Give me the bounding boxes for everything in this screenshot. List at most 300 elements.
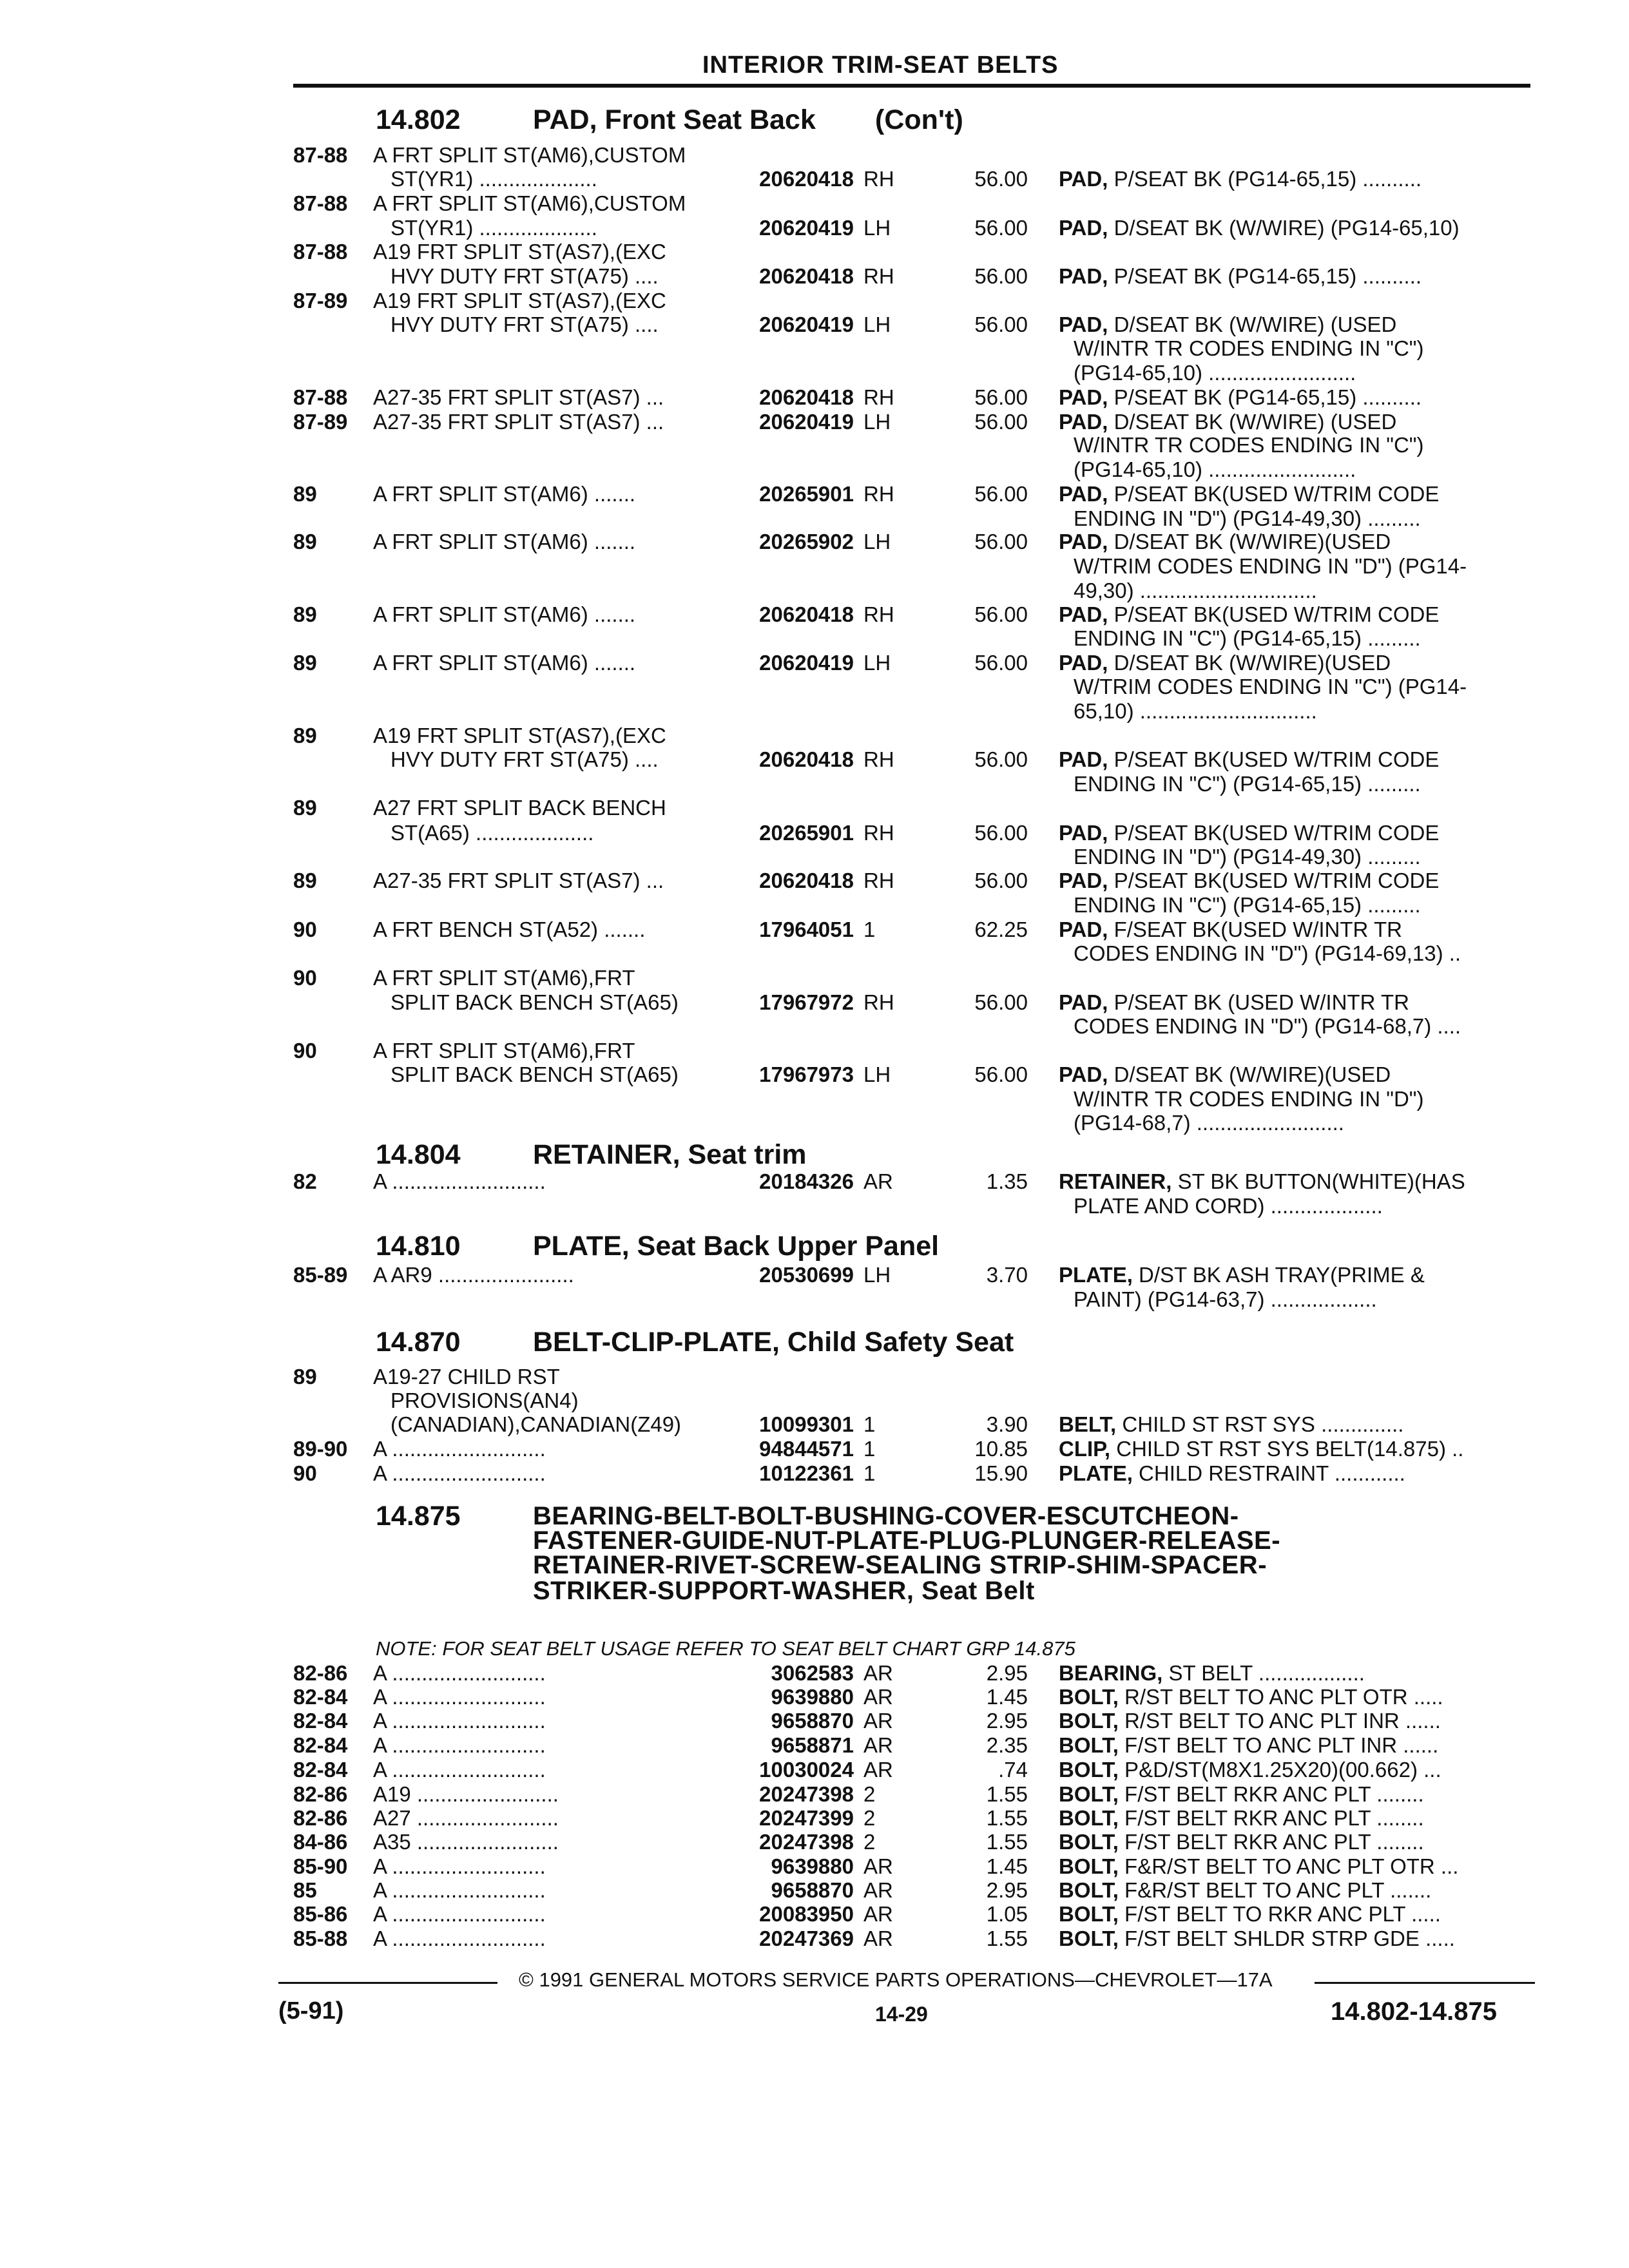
part-description (1059, 530, 1529, 554)
part-description-keyword: PAD, (1059, 216, 1108, 240)
quantity: LH (863, 651, 891, 675)
part-description (1059, 482, 1529, 506)
part-description (1059, 1412, 1529, 1437)
list-price: 56.00 (974, 530, 1028, 553)
part-description-text: P/SEAT BK(USED W/TRIM CODE (1108, 482, 1440, 506)
quantity: 2 (863, 1806, 876, 1830)
list-price: 56.00 (974, 264, 1028, 288)
list-price: 3.90 (986, 1412, 1028, 1436)
part-description-text: F/SEAT BK(USED W/INTR TR (1108, 918, 1402, 941)
model-year: 82-84 (293, 1733, 348, 1757)
part-description-keyword: BOLT, (1059, 1782, 1119, 1806)
part-description (1074, 1194, 1529, 1218)
part-description-keyword: PLATE, (1059, 1461, 1133, 1485)
part-description (1074, 336, 1529, 361)
model-year: 89 (293, 602, 317, 626)
part-row (0, 1733, 1629, 1758)
part-description-keyword: PAD, (1059, 167, 1108, 191)
model-description: SPLIT BACK BENCH ST(A65) (390, 1062, 679, 1086)
list-price: 10.85 (974, 1437, 1028, 1461)
part-row (0, 457, 1629, 482)
section-heading (0, 103, 1629, 137)
quantity: 1 (863, 1412, 876, 1436)
model-description: A27-35 FRT SPLIT ST(AS7) ... (373, 385, 664, 409)
part-description-text: 49,30) .............................. (1074, 579, 1317, 602)
part-description (1059, 167, 1529, 191)
part-description-keyword: BOLT, (1059, 1927, 1119, 1950)
part-description-text: P/SEAT BK (PG14-65,15) .......... (1108, 167, 1422, 191)
part-number: 20620419 (759, 651, 854, 675)
model-year: 89-90 (293, 1437, 348, 1461)
part-description (1059, 1169, 1529, 1194)
part-row (0, 506, 1629, 531)
model-year: 90 (293, 966, 317, 990)
part-description (1059, 1437, 1529, 1461)
part-description-text: D/SEAT BK (W/WIRE)(USED (1108, 651, 1391, 675)
quantity: AR (863, 1685, 893, 1709)
part-description-text: P/SEAT BK (USED W/INTR TR (1108, 990, 1409, 1014)
part-description-keyword: PAD, (1059, 264, 1108, 288)
part-description-text: W/INTR TR CODES ENDING IN "C") (1074, 336, 1424, 360)
part-row (0, 579, 1629, 603)
part-description (1074, 845, 1529, 869)
model-description: A FRT SPLIT ST(AM6) ....... (373, 482, 636, 506)
part-row (0, 724, 1629, 748)
quantity: RH (863, 264, 894, 288)
part-number: 20247369 (759, 1927, 854, 1950)
part-description-keyword: CLIP, (1059, 1437, 1111, 1461)
section-heading (0, 1229, 1629, 1263)
model-description: A .......................... (373, 1685, 546, 1709)
part-description (1059, 1927, 1529, 1951)
part-row (0, 918, 1629, 942)
part-description-keyword: BEARING, (1059, 1661, 1163, 1685)
part-description-text: D/SEAT BK (W/WIRE) (USED (1108, 312, 1397, 336)
part-row (0, 1902, 1629, 1927)
model-description: A27-35 FRT SPLIT ST(AS7) ... (373, 410, 664, 434)
header-rule (293, 84, 1530, 88)
part-description-text: P/SEAT BK(USED W/TRIM CODE (1108, 869, 1440, 892)
part-description (1059, 1878, 1529, 1903)
model-description: A FRT SPLIT ST(AM6),CUSTOM (373, 143, 686, 167)
part-row (0, 336, 1629, 361)
footer-rule-right (1315, 1982, 1535, 1984)
part-description (1059, 1062, 1529, 1087)
part-row (0, 675, 1629, 699)
part-description-text: ENDING IN "C") (PG14-65,15) ......... (1074, 893, 1421, 917)
section-number: 14.802 (376, 104, 461, 135)
list-price: 56.00 (974, 747, 1028, 771)
model-description: PROVISIONS(AN4) (390, 1389, 579, 1412)
part-number: 20620418 (759, 869, 854, 892)
model-description: A FRT SPLIT ST(AM6),FRT (373, 1039, 635, 1062)
part-number: 20620418 (759, 385, 854, 409)
quantity: RH (863, 385, 894, 409)
part-description-keyword: PAD, (1059, 869, 1108, 892)
part-description-keyword: BOLT, (1059, 1806, 1119, 1830)
list-price: 3.70 (986, 1263, 1028, 1287)
part-row (0, 893, 1629, 918)
part-description-text: W/INTR TR CODES ENDING IN "C") (1074, 433, 1424, 457)
part-description-text: (PG14-68,7) ......................... (1074, 1111, 1344, 1135)
part-row (0, 410, 1629, 434)
part-description-text: CODES ENDING IN "D") (PG14-69,13) .. (1074, 941, 1461, 965)
page-title: INTERIOR TRIM-SEAT BELTS (702, 52, 1059, 79)
part-row (0, 167, 1629, 191)
model-year: 87-88 (293, 385, 348, 409)
model-description: A AR9 ....................... (373, 1263, 574, 1287)
part-description-keyword: BOLT, (1059, 1709, 1119, 1733)
model-description: A19 ........................ (373, 1782, 559, 1806)
part-description-text: F&R/ST BELT TO ANC PLT OTR ... (1118, 1854, 1459, 1878)
model-description: A19-27 CHILD RST (373, 1365, 560, 1389)
part-description-text: P&D/ST(M8X1.25X20)(00.662) ... (1118, 1758, 1441, 1782)
model-year: 85-90 (293, 1854, 348, 1878)
part-row (0, 1854, 1629, 1879)
part-description-keyword: PAD, (1059, 1062, 1108, 1086)
part-row (0, 747, 1629, 772)
part-description-text: W/INTR TR CODES ENDING IN "D") (1074, 1087, 1424, 1111)
model-year: 89 (293, 651, 317, 675)
part-number: 10122361 (759, 1461, 854, 1485)
list-price: 56.00 (974, 651, 1028, 675)
list-price: 56.00 (974, 821, 1028, 845)
section-title-line: BEARING-BELT-BOLT-BUSHING-COVER-ESCUTCHEON- (533, 1502, 1239, 1530)
part-description-keyword: BOLT, (1059, 1854, 1119, 1878)
part-description (1059, 1806, 1529, 1831)
model-description: HVY DUTY FRT ST(A75) .... (390, 747, 659, 771)
part-description (1059, 602, 1529, 627)
part-number: 20265902 (759, 530, 854, 553)
part-row (0, 361, 1629, 385)
part-description (1059, 990, 1529, 1015)
quantity: AR (863, 1902, 893, 1926)
part-description (1059, 1461, 1529, 1486)
part-row (0, 1927, 1629, 1951)
part-description-text: 65,10) .............................. (1074, 699, 1317, 723)
part-number: 20620418 (759, 264, 854, 288)
model-description: A .......................... (373, 1733, 546, 1757)
section-number: 14.875 (376, 1501, 461, 1532)
model-description: A .......................... (373, 1927, 546, 1950)
part-row (0, 1685, 1629, 1709)
part-row (0, 312, 1629, 337)
part-description-text: P/SEAT BK(USED W/TRIM CODE (1108, 747, 1440, 771)
part-description-text: CHILD ST RST SYS .............. (1116, 1412, 1404, 1436)
model-year: 89 (293, 1365, 317, 1389)
part-row (0, 990, 1629, 1015)
list-price: 1.55 (986, 1806, 1028, 1830)
part-number: 9639880 (771, 1685, 854, 1709)
part-row (0, 941, 1629, 966)
list-price: 1.35 (986, 1169, 1028, 1193)
model-description: A .......................... (373, 1854, 546, 1878)
quantity: AR (863, 1854, 893, 1878)
part-description (1074, 675, 1529, 699)
model-description: SPLIT BACK BENCH ST(A65) (390, 990, 679, 1014)
part-row (0, 651, 1629, 675)
part-number: 20247398 (759, 1782, 854, 1806)
list-price: 2.95 (986, 1709, 1028, 1733)
part-description (1074, 941, 1529, 966)
quantity: RH (863, 602, 894, 626)
part-row (0, 966, 1629, 990)
footer-page-number: 14-29 (875, 2003, 928, 2026)
part-description-keyword: BOLT, (1059, 1758, 1119, 1782)
list-price: 1.45 (986, 1685, 1028, 1709)
part-row (0, 143, 1629, 168)
model-year: 87-88 (293, 143, 348, 167)
footer-date-code: (5-91) (278, 1997, 344, 2024)
part-description (1074, 626, 1529, 651)
model-description: A FRT SPLIT ST(AM6),CUSTOM (373, 191, 686, 215)
list-price: 56.00 (974, 602, 1028, 626)
section-title: PAD, Front Seat Back (533, 104, 816, 135)
part-row (0, 1039, 1629, 1063)
part-description-keyword: BOLT, (1059, 1830, 1119, 1854)
model-description: HVY DUTY FRT ST(A75) .... (390, 264, 659, 288)
model-year: 82-86 (293, 1661, 348, 1685)
model-description: A .......................... (373, 1461, 546, 1485)
part-number: 20247398 (759, 1830, 854, 1854)
part-description-text: F/ST BELT RKR ANC PLT ........ (1118, 1806, 1424, 1830)
part-row (0, 1087, 1629, 1111)
part-row (0, 433, 1629, 457)
part-number: 9658870 (771, 1709, 854, 1733)
footer-copyright: © 1991 GENERAL MOTORS SERVICE PARTS OPERATIONS—CHEVROLET—17A (519, 1968, 1273, 1991)
model-year: 87-88 (293, 240, 348, 264)
part-description (1074, 893, 1529, 918)
part-row (0, 1709, 1629, 1733)
part-row (0, 796, 1629, 820)
model-description: A FRT BENCH ST(A52) ....... (373, 918, 646, 941)
part-row (0, 845, 1629, 869)
part-row (0, 264, 1629, 289)
model-description: A FRT SPLIT ST(AM6) ....... (373, 530, 636, 553)
part-description-text: CODES ENDING IN "D") (PG14-68,7) .... (1074, 1014, 1461, 1038)
part-number: 20530699 (759, 1263, 854, 1287)
part-description (1059, 410, 1529, 434)
part-description-text: F/ST BELT RKR ANC PLT ........ (1118, 1830, 1424, 1854)
part-row (0, 385, 1629, 410)
part-description-text: P/SEAT BK (PG14-65,15) .......... (1108, 264, 1422, 288)
part-description (1074, 1111, 1529, 1135)
quantity: RH (863, 747, 894, 771)
quantity: AR (863, 1733, 893, 1757)
part-number: 20265901 (759, 821, 854, 845)
model-year: 84-86 (293, 1830, 348, 1854)
part-description (1074, 457, 1529, 482)
quantity: RH (863, 821, 894, 845)
part-number: 20620418 (759, 602, 854, 626)
part-row (0, 1806, 1629, 1831)
part-description (1059, 1854, 1529, 1879)
part-description (1059, 1902, 1529, 1927)
model-description: ST(YR1) .................... (390, 216, 597, 240)
part-row (0, 1194, 1629, 1218)
part-description (1074, 579, 1529, 603)
part-description-text: P/SEAT BK(USED W/TRIM CODE (1108, 821, 1440, 845)
part-row (0, 1169, 1629, 1194)
part-row (0, 1014, 1629, 1039)
quantity: AR (863, 1661, 893, 1685)
part-description-text: (PG14-65,10) ......................... (1074, 457, 1356, 481)
quantity: LH (863, 1263, 891, 1287)
list-price: .74 (998, 1758, 1028, 1782)
quantity: AR (863, 1878, 893, 1902)
model-description: A27-35 FRT SPLIT ST(AS7) ... (373, 869, 664, 892)
part-description (1074, 361, 1529, 385)
model-description: HVY DUTY FRT ST(A75) .... (390, 312, 659, 336)
part-description (1074, 772, 1529, 796)
list-price: 56.00 (974, 869, 1028, 892)
section-title-line: STRIKER-SUPPORT-WASHER, Seat Belt (533, 1577, 1035, 1605)
part-number: 17964051 (759, 918, 854, 941)
part-description-keyword: PAD, (1059, 530, 1108, 553)
section-title-line: FASTENER-GUIDE-NUT-PLATE-PLUG-PLUNGER-RELEASE- (533, 1526, 1281, 1555)
model-year: 82 (293, 1169, 317, 1193)
part-description (1059, 1733, 1529, 1758)
part-row (0, 1830, 1629, 1854)
part-description (1059, 1263, 1529, 1287)
part-row (0, 821, 1629, 845)
model-description: ST(YR1) .................... (390, 167, 597, 191)
part-description-keyword: BOLT, (1059, 1902, 1119, 1926)
list-price: 56.00 (974, 1062, 1028, 1086)
quantity: LH (863, 530, 891, 553)
part-description-keyword: PAD, (1059, 410, 1108, 434)
model-year: 82-84 (293, 1685, 348, 1709)
part-number: 20620419 (759, 312, 854, 336)
part-row (0, 482, 1629, 506)
list-price: 56.00 (974, 385, 1028, 409)
part-description-keyword: PAD, (1059, 602, 1108, 626)
part-description-text: F/ST BELT SHLDR STRP GDE ..... (1118, 1927, 1455, 1950)
part-description (1074, 1014, 1529, 1039)
part-description-text: P/SEAT BK(USED W/TRIM CODE (1108, 602, 1440, 626)
part-row (0, 1461, 1629, 1486)
part-row (0, 1758, 1629, 1782)
part-description-text: D/SEAT BK (W/WIRE) (PG14-65,10) (1108, 216, 1460, 240)
usage-note: NOTE: FOR SEAT BELT USAGE REFER TO SEAT BELT CHART GRP 14.875 (376, 1637, 1075, 1660)
part-description-keyword: PAD, (1059, 990, 1108, 1014)
part-description-text: W/TRIM CODES ENDING IN "C") (PG14- (1074, 675, 1467, 698)
model-year: 87-89 (293, 289, 348, 312)
part-row (0, 1412, 1629, 1437)
quantity: AR (863, 1169, 893, 1193)
section-title: RETAINER, Seat trim (533, 1139, 807, 1170)
part-number: 9639880 (771, 1854, 854, 1878)
quantity: RH (863, 482, 894, 506)
model-description: A27 FRT SPLIT BACK BENCH (373, 796, 666, 820)
part-description-text: D/SEAT BK (W/WIRE)(USED (1108, 530, 1391, 553)
part-description-text: PAINT) (PG14-63,7) .................. (1074, 1287, 1377, 1311)
part-description (1059, 918, 1529, 942)
model-year: 89 (293, 724, 317, 747)
section-heading (0, 1325, 1629, 1359)
model-description: ST(A65) .................... (390, 821, 594, 845)
part-description (1074, 554, 1529, 579)
part-number: 9658870 (771, 1878, 854, 1902)
part-description-text: W/TRIM CODES ENDING IN "D") (PG14- (1074, 554, 1467, 578)
list-price: 2.95 (986, 1661, 1028, 1685)
part-row (0, 1878, 1629, 1903)
list-price: 1.55 (986, 1830, 1028, 1854)
part-description-text: D/SEAT BK (W/WIRE)(USED (1108, 1062, 1391, 1086)
part-description (1074, 699, 1529, 724)
part-description-keyword: BOLT, (1059, 1733, 1119, 1757)
part-number: 94844571 (759, 1437, 854, 1461)
model-year: 82-86 (293, 1782, 348, 1806)
part-row (0, 1437, 1629, 1461)
list-price: 56.00 (974, 167, 1028, 191)
part-description-text: R/ST BELT TO ANC PLT OTR ..... (1118, 1685, 1443, 1709)
part-description-text: F/ST BELT RKR ANC PLT ........ (1118, 1782, 1424, 1806)
quantity: LH (863, 312, 891, 336)
part-description-keyword: BOLT, (1059, 1685, 1119, 1709)
part-description (1059, 1782, 1529, 1807)
part-number: 20620418 (759, 167, 854, 191)
model-description: A19 FRT SPLIT ST(AS7),(EXC (373, 724, 666, 747)
part-description-keyword: BOLT, (1059, 1878, 1119, 1902)
list-price: 1.55 (986, 1927, 1028, 1950)
model-description: (CANADIAN),CANADIAN(Z49) (390, 1412, 682, 1436)
part-description-keyword: PAD, (1059, 747, 1108, 771)
part-number: 17967972 (759, 990, 854, 1014)
model-year: 85-86 (293, 1902, 348, 1926)
model-year: 89 (293, 796, 317, 820)
model-year: 82-84 (293, 1758, 348, 1782)
quantity: RH (863, 990, 894, 1014)
model-description: A .......................... (373, 1709, 546, 1733)
part-number: 9658871 (771, 1733, 854, 1757)
quantity: 1 (863, 1437, 876, 1461)
model-description: A FRT SPLIT ST(AM6),FRT (373, 966, 635, 990)
part-description-text: ST BELT .................. (1162, 1661, 1365, 1685)
model-description: A .......................... (373, 1758, 546, 1782)
list-price: 56.00 (974, 410, 1028, 434)
model-description: A .......................... (373, 1661, 546, 1685)
part-description-text: F&R/ST BELT TO ANC PLT ....... (1118, 1878, 1432, 1902)
list-price: 56.00 (974, 312, 1028, 336)
part-description-text: D/ST BK ASH TRAY(PRIME & (1132, 1263, 1425, 1287)
section-title: BELT-CLIP-PLATE, Child Safety Seat (533, 1327, 1014, 1358)
part-row (0, 554, 1629, 579)
part-number: 20620419 (759, 410, 854, 434)
part-description (1059, 1830, 1529, 1854)
part-row (0, 869, 1629, 893)
part-row (0, 772, 1629, 796)
part-description-keyword: PAD, (1059, 918, 1108, 941)
part-description-text: CHILD RESTRAINT ............ (1132, 1461, 1405, 1485)
model-year: 82-84 (293, 1709, 348, 1733)
part-row (0, 1263, 1629, 1287)
part-row (0, 1782, 1629, 1807)
part-description-text: (PG14-65,10) ......................... (1074, 361, 1356, 385)
quantity: LH (863, 410, 891, 434)
quantity: AR (863, 1758, 893, 1782)
section-title-line: RETAINER-RIVET-SCREW-SEALING STRIP-SHIM-SPACER- (533, 1551, 1268, 1579)
part-row (0, 530, 1629, 554)
part-row (0, 191, 1629, 216)
part-description-text: ENDING IN "C") (PG14-65,15) ......... (1074, 626, 1421, 650)
part-description (1059, 747, 1529, 772)
part-description-text: ENDING IN "D") (PG14-49,30) ......... (1074, 845, 1421, 869)
part-number: 10030024 (759, 1758, 854, 1782)
part-description (1074, 1287, 1529, 1312)
model-year: 89 (293, 530, 317, 553)
part-description-keyword: RETAINER, (1059, 1169, 1172, 1193)
